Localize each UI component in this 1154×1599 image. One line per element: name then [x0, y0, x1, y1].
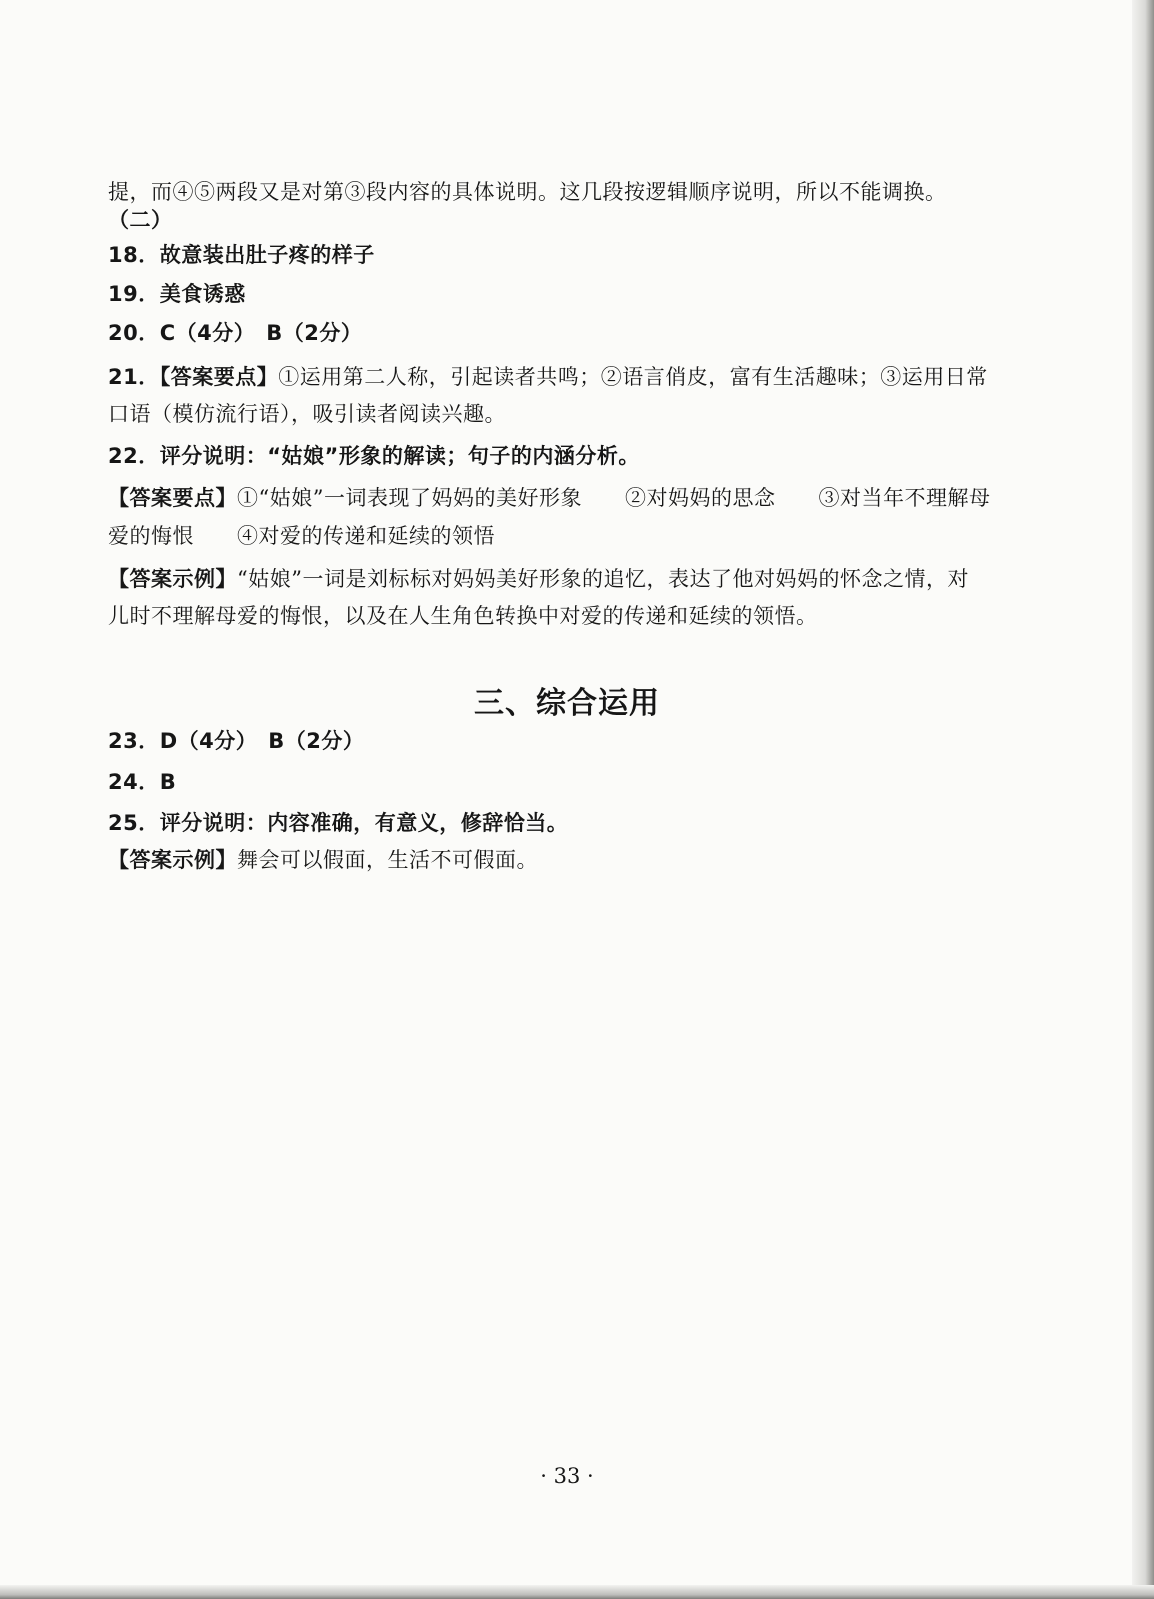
answer-25-example-text: 舞会可以假面，生活不可假面。	[237, 848, 538, 872]
answer-21-line1	[108, 362, 988, 392]
answer-21-line2: 口语（模仿流行语），吸引读者阅读兴趣。	[108, 402, 506, 426]
answer-22-key-text: ①“姑娘”一词表现了妈妈的美好形象 ②对妈妈的思念 ③对当年不理解母	[237, 486, 991, 510]
answer-25-scoring: 25．评分说明：内容准确，有意义，修辞恰当。	[108, 811, 569, 835]
answer-22-key-line2: 爱的悔恨 ④对爱的传递和延续的领悟	[108, 524, 495, 548]
answer-22-example-label: 【答案示例】	[108, 567, 237, 591]
answer-25-example-label: 【答案示例】	[108, 848, 237, 872]
answer-21-label: 21．【答案要点】	[108, 365, 279, 389]
answer-22-scoring: 22．评分说明：“姑娘”形象的解读；句子的内涵分析。	[108, 444, 640, 468]
answer-21-text: ①运用第二人称，引起读者共鸣；②语言俏皮，富有生活趣味；③运用日常	[278, 365, 988, 389]
answer-22-example-line1	[108, 564, 969, 594]
section-title: 三、综合运用	[474, 686, 660, 721]
page-bottom-shadow	[0, 1585, 1154, 1599]
answer-24: 24．B	[108, 770, 177, 794]
page-number: · 33 ·	[540, 1464, 594, 1488]
answer-22-key-label: 【答案要点】	[108, 486, 237, 510]
subsection-heading: （二）	[108, 208, 173, 232]
answer-22-example-line2: 儿时不理解母爱的悔恨，以及在人生角色转换中对爱的传递和延续的领悟。	[108, 604, 818, 628]
answer-18: 18．故意装出肚子疼的样子	[108, 243, 375, 267]
answer-19: 19．美食诱惑	[108, 282, 246, 306]
answer-23: 23．D（4分） B（2分）	[108, 729, 365, 753]
answer-25-example	[108, 845, 538, 875]
answer-22-key-line1	[108, 483, 990, 513]
page-edge-shadow	[1132, 0, 1154, 1599]
answer-22-example-text: “姑娘”一词是刘标标对妈妈美好形象的追忆，表达了他对妈妈的怀念之情，对	[237, 567, 969, 591]
text-line-continuation: 提，而④⑤两段又是对第③段内容的具体说明。这几段按逻辑顺序说明，所以不能调换。	[108, 180, 947, 204]
answer-20: 20．C（4分） B（2分）	[108, 321, 363, 345]
